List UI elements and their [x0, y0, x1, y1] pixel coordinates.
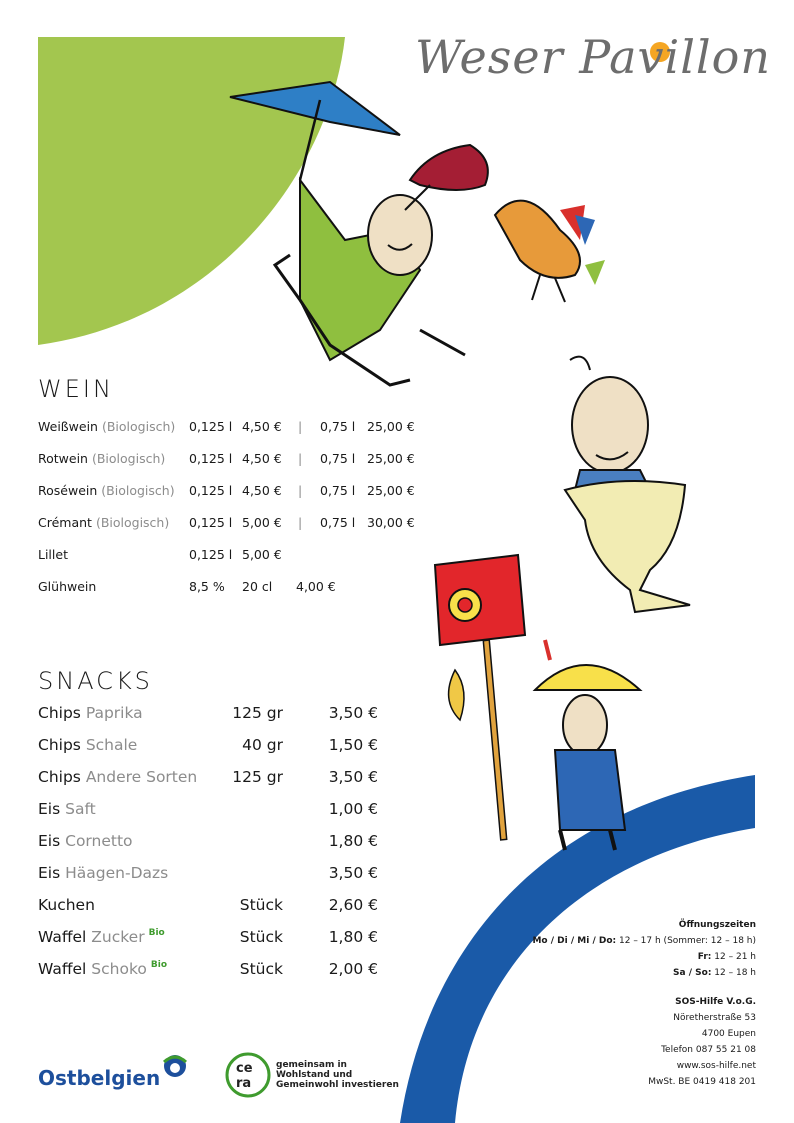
snack-row: [38, 896, 398, 918]
snack-name: Kuchen: [38, 896, 95, 914]
snack-name: Chips Andere Sorten: [38, 768, 198, 786]
cera-tagline: gemeinsam in Wohlstand und Gemeinwohl investieren: [276, 1060, 399, 1090]
street-address: Nöretherstraße 53: [673, 1013, 756, 1023]
snack-row: [38, 928, 398, 950]
volume-bottle: 0,75 l: [320, 515, 356, 530]
snack-row: [38, 768, 398, 790]
volume-small: 0,125 l: [189, 547, 233, 562]
price-small: 4,50 €: [242, 451, 282, 466]
wine-name: Rotwein (Biologisch): [38, 451, 166, 466]
snack-price: 2,60 €: [328, 896, 378, 914]
wein-row: [38, 451, 458, 471]
wein-row: [38, 419, 458, 439]
wein-row: [38, 515, 458, 535]
glass-man-illustration: [565, 357, 690, 612]
snack-quantity: 125 gr: [232, 768, 283, 786]
snack-variant: Schoko: [91, 960, 147, 978]
snack-quantity: 125 gr: [232, 704, 283, 722]
snack-price: 2,00 €: [328, 960, 378, 978]
bio-badge: Bio: [150, 960, 168, 970]
opening-hours: [532, 917, 756, 981]
wein-heading: WEIN: [38, 375, 114, 403]
price-small: 4,50 €: [242, 483, 282, 498]
snack-row: [38, 800, 398, 822]
volume: 20 cl: [242, 579, 273, 594]
snack-variant: Zucker: [91, 928, 145, 946]
snack-row: [38, 736, 398, 758]
price-bottle: 30,00 €: [367, 515, 415, 530]
snack-price: 1,00 €: [328, 800, 378, 818]
price-small: 5,00 €: [242, 515, 282, 530]
separator: |: [298, 419, 303, 434]
snack-price: 1,80 €: [328, 928, 378, 946]
hours-heading: Öffnungszeiten: [678, 920, 756, 930]
snack-row: [38, 960, 398, 982]
separator: |: [298, 483, 303, 498]
alcohol-content: 8,5 %: [189, 579, 225, 594]
snack-variant: Paprika: [85, 704, 143, 722]
snack-row: [38, 832, 398, 854]
bird-illustration: [495, 201, 605, 302]
snack-row: [38, 704, 398, 726]
vat-number: MwSt. BE 0419 418 201: [648, 1077, 756, 1087]
wine-name: Glühwein: [38, 579, 97, 594]
volume-small: 0,125 l: [189, 451, 233, 466]
contact-block: [648, 994, 756, 1090]
hours-days: Fr:: [697, 952, 712, 962]
hours-days: Mo / Di / Mi / Do:: [532, 936, 617, 946]
volume-small: 0,125 l: [189, 515, 233, 530]
snack-name: Eis Häagen-Dazs: [38, 864, 169, 882]
snack-name: Waffel Zucker Bio: [38, 928, 165, 946]
page-title: Weser Pavillon: [415, 30, 771, 84]
price-bottle: 25,00 €: [367, 419, 415, 434]
separator: |: [298, 515, 303, 530]
snack-price: 3,50 €: [328, 704, 378, 722]
svg-text:ra: ra: [236, 1076, 252, 1091]
wine-name: Lillet: [38, 547, 68, 562]
snack-row: [38, 864, 398, 886]
volume-small: 0,125 l: [189, 483, 233, 498]
hours-time: 12 – 18 h: [714, 968, 756, 978]
bio-badge: Bio: [148, 928, 165, 938]
price: 4,00 €: [296, 579, 336, 594]
phone: Telefon 087 55 21 08: [661, 1045, 756, 1055]
cera-logo-mark: [227, 1054, 269, 1096]
snack-variant: Häagen-Dazs: [65, 864, 169, 882]
separator: |: [298, 451, 303, 466]
volume-small: 0,125 l: [189, 419, 233, 434]
snack-price: 1,50 €: [328, 736, 378, 754]
snack-variant: Saft: [65, 800, 96, 818]
website-link[interactable]: www.sos-hilfe.net: [676, 1061, 756, 1071]
snack-quantity: 40 gr: [242, 736, 283, 754]
snack-price: 3,50 €: [328, 864, 378, 882]
price-small: 5,00 €: [242, 547, 282, 562]
snack-variant: Schale: [85, 736, 138, 754]
lemon-hat-man-illustration: [435, 555, 640, 850]
snack-price: 1,80 €: [328, 832, 378, 850]
wein-row-gluehwein: [38, 579, 458, 599]
snack-variant: Andere Sorten: [85, 768, 198, 786]
snack-name: Chips Paprika: [38, 704, 143, 722]
volume-bottle: 0,75 l: [320, 451, 356, 466]
wine-name: Crémant (Biologisch): [38, 515, 170, 530]
snacks-heading: SNACKS: [38, 667, 153, 695]
svg-text:ce: ce: [236, 1061, 253, 1076]
snack-quantity: Stück: [239, 928, 283, 946]
snack-name: Chips Schale: [38, 736, 138, 754]
price-bottle: 25,00 €: [367, 451, 415, 466]
snack-quantity: Stück: [239, 960, 283, 978]
wein-row: [38, 483, 458, 503]
snack-name: Waffel Schoko Bio: [38, 960, 168, 978]
volume-bottle: 0,75 l: [320, 419, 356, 434]
hours-days: Sa / So:: [673, 968, 712, 978]
price-bottle: 25,00 €: [367, 483, 415, 498]
city: 4700 Eupen: [701, 1029, 756, 1039]
ostbelgien-logo-mark: [164, 1055, 186, 1077]
ostbelgien-logo: Ostbelgien: [38, 1066, 161, 1090]
wine-name: Roséwein (Biologisch): [38, 483, 175, 498]
volume-bottle: 0,75 l: [320, 483, 356, 498]
hours-time: 12 – 21 h: [714, 952, 756, 962]
snack-variant: Cornetto: [65, 832, 133, 850]
wine-name: Weißwein (Biologisch): [38, 419, 176, 434]
price-small: 4,50 €: [242, 419, 282, 434]
snack-quantity: Stück: [239, 896, 283, 914]
hours-time: 12 – 17 h (Sommer: 12 – 18 h): [619, 936, 756, 946]
organisation-name: SOS-Hilfe V.o.G.: [675, 997, 756, 1007]
snack-price: 3,50 €: [328, 768, 378, 786]
wein-row: [38, 547, 458, 567]
snack-name: Eis Saft: [38, 800, 96, 818]
snack-name: Eis Cornetto: [38, 832, 133, 850]
